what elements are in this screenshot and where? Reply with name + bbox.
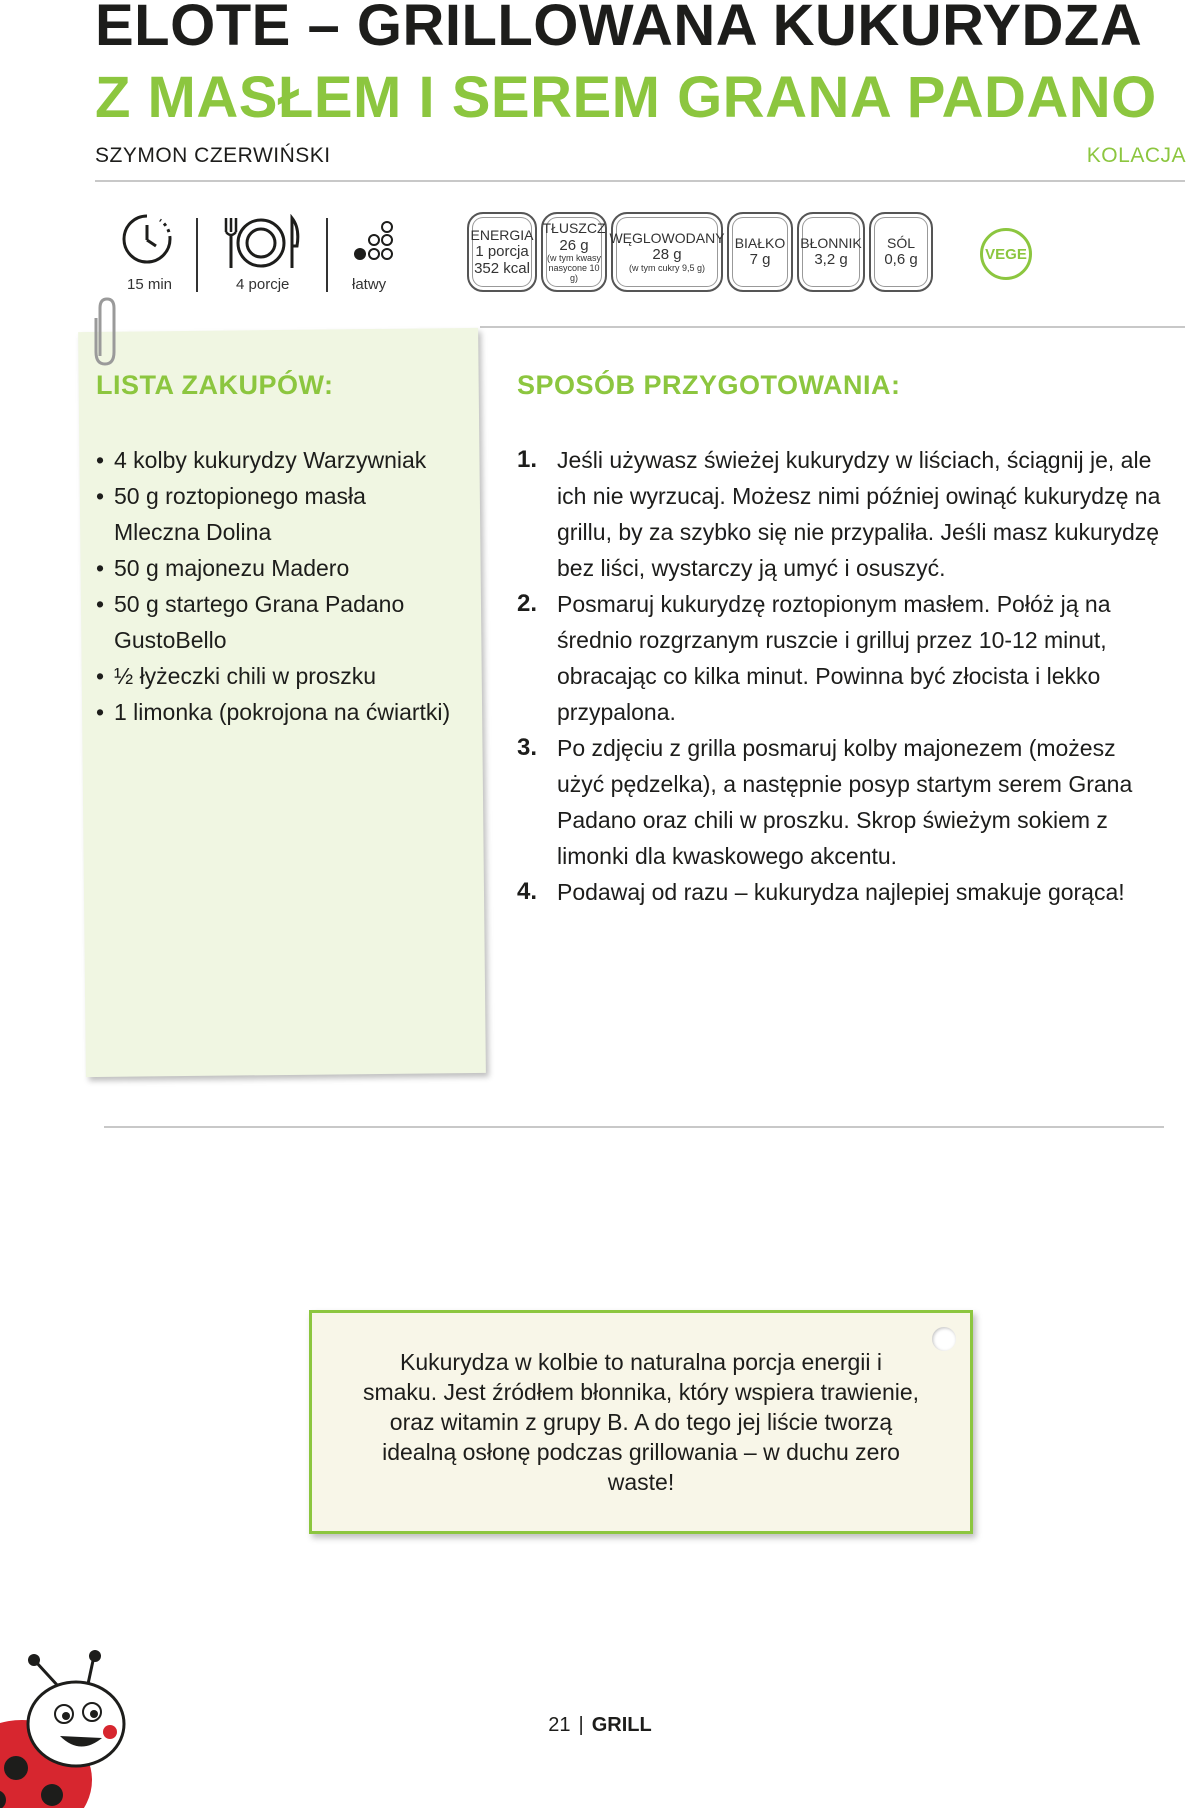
step-text: Posmaruj kukurydzę roztopionym masłem. Połóż ją na średnio rozgrzanym ruszcie i grilluj przez 10-12 minut, obracając co kilka minut. Powinna być złocista i lekko przypalona. [557, 591, 1111, 725]
section-divider [480, 326, 1185, 328]
nutrition-label: WĘGLOWODANY [609, 230, 725, 247]
nutrition-portion: 1 porcja [475, 242, 529, 260]
plate-cutlery-icon [220, 214, 302, 272]
author-name: SZYMON CZERWIŃSKI [95, 144, 331, 167]
info-text: Kukurydza w kolbie to naturalna porcja energii i smaku. Jest źródłem błonnika, który wspiera trawienie, oraz witamin z grupy B. A do tego jej liście tworzą idealną osłonę podczas grillowania – w duchu zero waste! [362, 1349, 920, 1495]
page-number: 21 [548, 1714, 571, 1736]
nutrition-carbs [611, 212, 723, 292]
difficulty: łatwy [352, 276, 387, 293]
category-label: KOLACJA [1086, 144, 1186, 167]
ingredient-list [96, 442, 456, 730]
paperclip-icon [90, 296, 124, 370]
shopping-list-heading: LISTA ZAKUPÓW: [96, 370, 334, 400]
nutrition-value: 7 g [749, 251, 771, 269]
vege-badge: VEGE [980, 228, 1032, 280]
nutrition-fiber [797, 212, 865, 292]
clock-icon [120, 212, 174, 266]
list-item: • 50 g roztopionego masła Mleczna Dolina [96, 478, 456, 550]
info-card [309, 1310, 973, 1534]
list-item: • ½ łyżeczki chili w proszku [96, 658, 456, 694]
list-item: • 50 g startego Grana Padano GustoBello [96, 586, 456, 658]
section-name: GRILL [591, 1714, 652, 1736]
step-number: 1. [517, 446, 538, 473]
nutrition-value: 0,6 g [884, 251, 918, 269]
footer-separator: | [578, 1714, 584, 1736]
preparation-heading: SPOSÓB PRZYGOTOWANIA: [517, 370, 901, 400]
step-number: 4. [517, 878, 538, 905]
nutrition-label: BŁONNIK [800, 235, 862, 252]
nutrition-label: ENERGIA [470, 226, 534, 243]
nutrition-note: (w tym kwasy [547, 252, 601, 263]
step-number: 3. [517, 734, 538, 761]
step-number: 2. [517, 590, 538, 617]
meta-divider [196, 218, 198, 292]
step-item [517, 442, 1167, 586]
card-hole [932, 1327, 956, 1351]
step-text: Jeśli używasz świeżej kukurydzy w liściach, ściągnij je, ale ich nie wyrzucaj. Możesz nimi później owinąć kukurydzę na grillu, by za szybko się nie przypaliła. Jeśli masz kukurydzę bez liści, wystarczy ją umyć i osuszyć. [557, 447, 1161, 581]
step-text: Podawaj od razu – kukurydza najlepiej smakuje gorąca! [557, 879, 1125, 905]
title-line-2: Z MASŁEM I SEREM GRANA PADANO [95, 65, 1157, 130]
content-divider [104, 1126, 1164, 1128]
portions: 4 porcje [236, 276, 290, 293]
nutrition-fat [541, 212, 607, 292]
nutrition-label: TŁUSZCZ [542, 220, 606, 237]
nutrition-label: SÓL [886, 235, 915, 252]
step-text: Po zdjęciu z grilla posmaruj kolby majonezem (możesz użyć pędzelka), a następnie posyp startym serem Grana Padano oraz chili w proszku. Skrop świeżym sokiem z limonki dla kwaskowego akcentu. [557, 735, 1133, 869]
nutrition-value: 26 g [559, 236, 589, 254]
page-footer [0, 1714, 1200, 1737]
nutrition-energy [467, 212, 537, 292]
nutrition-value: 28 g [652, 246, 682, 264]
header-divider [95, 180, 1185, 182]
nutrition-protein [727, 212, 793, 292]
step-item [517, 730, 1167, 874]
prep-time: 15 min [127, 276, 173, 293]
list-item: • 4 kolby kukurydzy Warzywniak [96, 442, 456, 478]
difficulty-dots-icon [352, 220, 396, 266]
step-item [517, 874, 1167, 910]
meta-divider [326, 218, 328, 292]
nutrition-value: 3,2 g [814, 251, 848, 269]
step-item [517, 586, 1167, 730]
nutrition-note: (w tym cukry 9,5 g) [628, 262, 705, 273]
nutrition-note: nasycone 10 g) [548, 262, 600, 283]
list-item: • 1 limonka (pokrojona na ćwiartki) [96, 694, 456, 730]
title-line-1: ELOTE – GRILLOWANA KUKURYDZA [95, 0, 1143, 58]
nutrition-value: 352 kcal [474, 260, 530, 278]
nutrition-label: BIAŁKO [734, 235, 786, 252]
preparation-steps [517, 442, 1167, 910]
nutrition-salt [869, 212, 933, 292]
list-item: • 50 g majonezu Madero [96, 550, 456, 586]
